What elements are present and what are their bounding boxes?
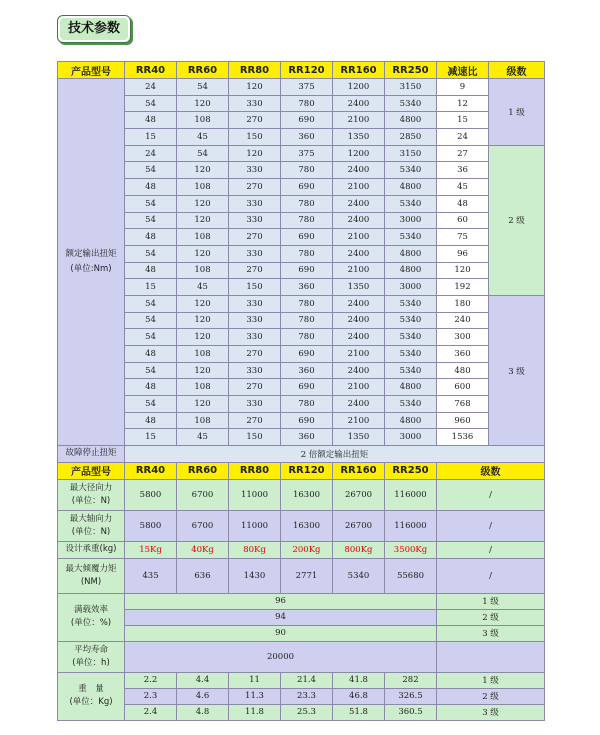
torque-cell: 330 xyxy=(229,212,281,229)
spec-value-cell: 55680 xyxy=(385,558,437,593)
efficiency-row xyxy=(58,609,545,625)
ratio-cell: 1536 xyxy=(437,429,489,446)
ratio-cell: 9 xyxy=(437,79,489,96)
torque-cell: 5340 xyxy=(385,312,437,329)
row-label-line: 重 量 xyxy=(78,684,104,695)
ratio-cell: 75 xyxy=(437,229,489,246)
torque-cell: 48 xyxy=(125,179,177,196)
torque-cell: 330 xyxy=(229,245,281,262)
header-cell: RR120 xyxy=(281,462,333,479)
torque-cell: 690 xyxy=(281,346,333,363)
torque-cell: 330 xyxy=(229,195,281,212)
technical-parameters-table xyxy=(57,61,545,721)
torque-cell: 54 xyxy=(125,245,177,262)
weight-value: 51.8 xyxy=(333,704,385,720)
torque-cell: 780 xyxy=(281,295,333,312)
torque-cell: 3000 xyxy=(385,279,437,296)
radial-force-row-label xyxy=(58,479,125,510)
radial-force-row xyxy=(58,479,545,510)
ratio-cell: 360 xyxy=(437,346,489,363)
torque-cell: 4800 xyxy=(385,379,437,396)
weight-value: 2.4 xyxy=(125,704,177,720)
torque-cell: 330 xyxy=(229,312,281,329)
torque-cell: 2100 xyxy=(333,412,385,429)
ratio-cell: 300 xyxy=(437,329,489,346)
torque-cell: 270 xyxy=(229,229,281,246)
torque-cell: 270 xyxy=(229,346,281,363)
weight-value: 11.3 xyxy=(229,688,281,704)
torque-cell: 24 xyxy=(125,145,177,162)
torque-row xyxy=(58,179,545,196)
torque-cell: 120 xyxy=(177,329,229,346)
spec-value-cell: 116000 xyxy=(385,510,437,541)
torque-row xyxy=(58,245,545,262)
spec-value-cell: 26700 xyxy=(333,479,385,510)
torque-cell: 3150 xyxy=(385,79,437,96)
ratio-cell: 480 xyxy=(437,362,489,379)
ratio-cell: 600 xyxy=(437,379,489,396)
row-label-unit: (单位：Kg) xyxy=(69,697,113,708)
fault-torque-row xyxy=(58,446,545,463)
torque-cell: 270 xyxy=(229,262,281,279)
torque-cell: 108 xyxy=(177,412,229,429)
average-life-stage xyxy=(437,641,545,672)
torque-row xyxy=(58,412,545,429)
torque-cell: 690 xyxy=(281,262,333,279)
torque-cell: 45 xyxy=(177,129,229,146)
header-cell: RR80 xyxy=(229,462,281,479)
torque-cell: 1350 xyxy=(333,129,385,146)
weight-stage: 1 级 xyxy=(437,672,545,688)
weight-value: 4.8 xyxy=(177,704,229,720)
spec-value-cell: 11000 xyxy=(229,510,281,541)
torque-cell: 4800 xyxy=(385,262,437,279)
torque-cell: 5340 xyxy=(385,346,437,363)
efficiency-row xyxy=(58,593,545,609)
header-cell: RR160 xyxy=(333,62,385,79)
ratio-cell: 36 xyxy=(437,162,489,179)
torque-cell: 2400 xyxy=(333,329,385,346)
torque-cell: 54 xyxy=(125,212,177,229)
torque-cell: 270 xyxy=(229,379,281,396)
row-label-unit: (NM) xyxy=(80,576,102,587)
torque-row xyxy=(58,329,545,346)
torque-row xyxy=(58,229,545,246)
spec-value-cell: / xyxy=(437,558,545,593)
spec-value-cell: 116000 xyxy=(385,479,437,510)
spec-value-cell: / xyxy=(437,541,545,558)
torque-cell: 54 xyxy=(125,195,177,212)
header-cell: RR40 xyxy=(125,62,177,79)
torque-cell: 270 xyxy=(229,112,281,129)
weight-stage: 2 级 xyxy=(437,688,545,704)
tilt-moment-row xyxy=(58,558,545,593)
torque-cell: 780 xyxy=(281,212,333,229)
torque-cell: 1200 xyxy=(333,79,385,96)
header-cell: RR40 xyxy=(125,462,177,479)
torque-cell: 54 xyxy=(177,79,229,96)
spec-value-cell: 5340 xyxy=(333,558,385,593)
torque-cell: 5340 xyxy=(385,396,437,413)
ratio-cell: 120 xyxy=(437,262,489,279)
torque-cell: 780 xyxy=(281,396,333,413)
torque-cell: 120 xyxy=(229,79,281,96)
torque-row xyxy=(58,279,545,296)
torque-cell: 330 xyxy=(229,95,281,112)
header-cell: 级数 xyxy=(437,462,545,479)
torque-cell: 108 xyxy=(177,262,229,279)
torque-cell: 780 xyxy=(281,95,333,112)
weight-value: 4.6 xyxy=(177,688,229,704)
torque-cell: 2400 xyxy=(333,312,385,329)
weight-value: 11.8 xyxy=(229,704,281,720)
header-cell: 减速比 xyxy=(437,62,489,79)
header-cell: 级数 xyxy=(489,62,545,79)
torque-cell: 690 xyxy=(281,179,333,196)
spec-value-cell: / xyxy=(437,479,545,510)
torque-cell: 2400 xyxy=(333,95,385,112)
spec-value-cell: 80Kg xyxy=(229,541,281,558)
torque-cell: 48 xyxy=(125,412,177,429)
axial-force-row xyxy=(58,510,545,541)
row-label-line: 最大轴向力 xyxy=(69,513,113,524)
torque-cell: 150 xyxy=(229,279,281,296)
torque-cell: 120 xyxy=(229,145,281,162)
torque-cell: 690 xyxy=(281,379,333,396)
torque-cell: 120 xyxy=(177,312,229,329)
ratio-cell: 24 xyxy=(437,129,489,146)
torque-row xyxy=(58,312,545,329)
section-title: 技术参数 xyxy=(60,18,128,40)
torque-cell: 5340 xyxy=(385,95,437,112)
row-label-unit: (单位：N) xyxy=(71,495,111,506)
torque-cell: 2400 xyxy=(333,162,385,179)
torque-cell: 3000 xyxy=(385,212,437,229)
spec-header-row xyxy=(58,462,545,479)
torque-cell: 2850 xyxy=(385,129,437,146)
torque-cell: 4800 xyxy=(385,412,437,429)
weight-label xyxy=(58,672,125,720)
spec-value-cell: 11000 xyxy=(229,479,281,510)
spec-value-cell: 16300 xyxy=(281,479,333,510)
spec-value-cell: 435 xyxy=(125,558,177,593)
torque-header-row xyxy=(58,62,545,79)
efficiency-stage: 3 级 xyxy=(437,625,545,641)
torque-row xyxy=(58,195,545,212)
torque-cell: 54 xyxy=(125,162,177,179)
spec-value-cell: / xyxy=(437,510,545,541)
torque-cell: 4800 xyxy=(385,179,437,196)
torque-cell: 108 xyxy=(177,179,229,196)
torque-cell: 2400 xyxy=(333,362,385,379)
torque-cell: 120 xyxy=(177,212,229,229)
torque-row xyxy=(58,262,545,279)
weight-value: 326.5 xyxy=(385,688,437,704)
torque-cell: 1350 xyxy=(333,429,385,446)
header-cell: RR250 xyxy=(385,462,437,479)
ratio-cell: 27 xyxy=(437,145,489,162)
spec-value-cell: 16300 xyxy=(281,510,333,541)
row-label-line: 最大倾覆力矩 xyxy=(65,563,117,574)
spec-value-cell: 200Kg xyxy=(281,541,333,558)
torque-cell: 270 xyxy=(229,179,281,196)
weight-value: 25.3 xyxy=(281,704,333,720)
torque-row xyxy=(58,295,545,312)
torque-cell: 5340 xyxy=(385,329,437,346)
rated-torque-label xyxy=(58,79,125,446)
spec-value-cell: 6700 xyxy=(177,510,229,541)
torque-cell: 330 xyxy=(229,329,281,346)
weight-row xyxy=(58,704,545,720)
torque-cell: 2400 xyxy=(333,245,385,262)
tilt-moment-row-label xyxy=(58,558,125,593)
efficiency-stage: 2 级 xyxy=(437,609,545,625)
torque-cell: 4800 xyxy=(385,112,437,129)
torque-row xyxy=(58,396,545,413)
ratio-cell: 768 xyxy=(437,396,489,413)
row-label-unit: (单位：N) xyxy=(71,526,111,537)
torque-cell: 45 xyxy=(177,429,229,446)
torque-cell: 54 xyxy=(125,396,177,413)
torque-cell: 270 xyxy=(229,412,281,429)
row-label-unit: (单位：h) xyxy=(72,657,110,668)
efficiency-row xyxy=(58,625,545,641)
efficiency-value: 94 xyxy=(125,609,437,625)
torque-cell: 690 xyxy=(281,229,333,246)
torque-cell: 690 xyxy=(281,412,333,429)
row-label-line: 最大径向力 xyxy=(69,482,113,493)
spec-value-cell: 2771 xyxy=(281,558,333,593)
torque-cell: 780 xyxy=(281,195,333,212)
average-life-row xyxy=(58,641,545,672)
torque-cell: 2100 xyxy=(333,112,385,129)
torque-cell: 54 xyxy=(125,312,177,329)
header-cell: RR60 xyxy=(177,462,229,479)
ratio-cell: 60 xyxy=(437,212,489,229)
row-label-line: 平均寿命 xyxy=(73,644,108,655)
torque-cell: 5340 xyxy=(385,162,437,179)
weight-value: 23.3 xyxy=(281,688,333,704)
weight-value: 11 xyxy=(229,672,281,688)
torque-cell: 330 xyxy=(229,396,281,413)
weight-stage: 3 级 xyxy=(437,704,545,720)
header-cell: RR120 xyxy=(281,62,333,79)
torque-cell: 3150 xyxy=(385,145,437,162)
spec-value-cell: 5800 xyxy=(125,510,177,541)
torque-cell: 108 xyxy=(177,229,229,246)
torque-cell: 150 xyxy=(229,429,281,446)
ratio-cell: 45 xyxy=(437,179,489,196)
torque-cell: 54 xyxy=(177,145,229,162)
spec-value-cell: 40Kg xyxy=(177,541,229,558)
torque-row xyxy=(58,379,545,396)
spec-value-cell: 636 xyxy=(177,558,229,593)
row-label-line: 满载效率 xyxy=(73,605,108,616)
torque-cell: 2400 xyxy=(333,396,385,413)
torque-cell: 120 xyxy=(177,295,229,312)
header-cell: RR80 xyxy=(229,62,281,79)
torque-cell: 3000 xyxy=(385,429,437,446)
torque-row xyxy=(58,346,545,363)
torque-cell: 2100 xyxy=(333,379,385,396)
torque-row xyxy=(58,362,545,379)
torque-cell: 360 xyxy=(281,279,333,296)
header-cell: RR250 xyxy=(385,62,437,79)
torque-cell: 1350 xyxy=(333,279,385,296)
ratio-cell: 15 xyxy=(437,112,489,129)
torque-cell: 330 xyxy=(229,295,281,312)
spec-value-cell: 3500Kg xyxy=(385,541,437,558)
torque-cell: 2100 xyxy=(333,179,385,196)
torque-cell: 108 xyxy=(177,112,229,129)
spec-value-cell: 15Kg xyxy=(125,541,177,558)
fault-torque-value: 2 倍额定输出扭矩 xyxy=(125,446,545,463)
spec-value-cell: 1430 xyxy=(229,558,281,593)
torque-cell: 780 xyxy=(281,312,333,329)
torque-cell: 375 xyxy=(281,145,333,162)
torque-cell: 360 xyxy=(281,429,333,446)
torque-cell: 48 xyxy=(125,346,177,363)
torque-cell: 54 xyxy=(125,329,177,346)
ratio-cell: 180 xyxy=(437,295,489,312)
torque-cell: 54 xyxy=(125,95,177,112)
ratio-cell: 96 xyxy=(437,245,489,262)
torque-cell: 108 xyxy=(177,379,229,396)
torque-cell: 330 xyxy=(229,362,281,379)
row-label-unit: (单位:Nm) xyxy=(70,264,112,275)
torque-cell: 5340 xyxy=(385,362,437,379)
fault-torque-label: 故障停止扭矩 xyxy=(58,446,125,463)
torque-row xyxy=(58,212,545,229)
spec-value-cell: 6700 xyxy=(177,479,229,510)
efficiency-label xyxy=(58,593,125,641)
torque-row xyxy=(58,95,545,112)
torque-cell: 780 xyxy=(281,329,333,346)
spec-value-cell: 800Kg xyxy=(333,541,385,558)
torque-cell: 120 xyxy=(177,95,229,112)
weight-value: 4.4 xyxy=(177,672,229,688)
torque-cell: 780 xyxy=(281,162,333,179)
torque-cell: 5340 xyxy=(385,229,437,246)
torque-cell: 2100 xyxy=(333,229,385,246)
torque-row xyxy=(58,145,545,162)
weight-value: 2.2 xyxy=(125,672,177,688)
weight-value: 41.8 xyxy=(333,672,385,688)
torque-cell: 15 xyxy=(125,129,177,146)
design-load-row xyxy=(58,541,545,558)
torque-cell: 2400 xyxy=(333,195,385,212)
stage-cell: 2 级 xyxy=(489,145,545,295)
torque-cell: 120 xyxy=(177,195,229,212)
row-label-unit: (单位：%) xyxy=(70,618,112,629)
torque-row xyxy=(58,429,545,446)
torque-cell: 120 xyxy=(177,396,229,413)
efficiency-value: 90 xyxy=(125,625,437,641)
axial-force-row-label xyxy=(58,510,125,541)
weight-value: 46.8 xyxy=(333,688,385,704)
torque-cell: 150 xyxy=(229,129,281,146)
spec-value-cell: 5800 xyxy=(125,479,177,510)
torque-cell: 15 xyxy=(125,429,177,446)
torque-cell: 54 xyxy=(125,362,177,379)
torque-cell: 360 xyxy=(281,362,333,379)
torque-cell: 48 xyxy=(125,229,177,246)
header-cell: RR160 xyxy=(333,462,385,479)
torque-row xyxy=(58,112,545,129)
row-label-line: 额定输出扭矩 xyxy=(65,249,117,260)
design-load-row-label: 设计承重(kg) xyxy=(58,541,125,558)
torque-cell: 45 xyxy=(177,279,229,296)
torque-cell: 120 xyxy=(177,162,229,179)
torque-cell: 360 xyxy=(281,129,333,146)
torque-cell: 1200 xyxy=(333,145,385,162)
torque-row xyxy=(58,162,545,179)
torque-cell: 54 xyxy=(125,295,177,312)
torque-cell: 2400 xyxy=(333,212,385,229)
weight-value: 282 xyxy=(385,672,437,688)
weight-value: 21.4 xyxy=(281,672,333,688)
ratio-cell: 48 xyxy=(437,195,489,212)
torque-cell: 24 xyxy=(125,79,177,96)
torque-cell: 48 xyxy=(125,379,177,396)
torque-row xyxy=(58,79,545,96)
torque-cell: 690 xyxy=(281,112,333,129)
torque-cell: 5340 xyxy=(385,295,437,312)
header-cell: 产品型号 xyxy=(58,462,125,479)
ratio-cell: 240 xyxy=(437,312,489,329)
torque-cell: 4800 xyxy=(385,245,437,262)
average-life-label xyxy=(58,641,125,672)
torque-cell: 120 xyxy=(177,362,229,379)
torque-cell: 108 xyxy=(177,346,229,363)
torque-cell: 2100 xyxy=(333,262,385,279)
efficiency-value: 96 xyxy=(125,593,437,609)
torque-cell: 2400 xyxy=(333,295,385,312)
spec-value-cell: 26700 xyxy=(333,510,385,541)
section-title-box xyxy=(57,15,131,43)
torque-cell: 48 xyxy=(125,262,177,279)
ratio-cell: 12 xyxy=(437,95,489,112)
torque-cell: 2100 xyxy=(333,346,385,363)
ratio-cell: 960 xyxy=(437,412,489,429)
efficiency-stage: 1 级 xyxy=(437,593,545,609)
weight-row xyxy=(58,688,545,704)
ratio-cell: 192 xyxy=(437,279,489,296)
weight-row xyxy=(58,672,545,688)
torque-cell: 48 xyxy=(125,112,177,129)
average-life-value: 20000 xyxy=(125,641,437,672)
torque-cell: 375 xyxy=(281,79,333,96)
torque-cell: 120 xyxy=(177,245,229,262)
stage-cell: 1 级 xyxy=(489,79,545,146)
weight-value: 360.5 xyxy=(385,704,437,720)
torque-cell: 5340 xyxy=(385,195,437,212)
weight-value: 2.3 xyxy=(125,688,177,704)
torque-cell: 15 xyxy=(125,279,177,296)
header-cell: 产品型号 xyxy=(58,62,125,79)
torque-row xyxy=(58,129,545,146)
stage-cell: 3 级 xyxy=(489,295,545,445)
torque-cell: 780 xyxy=(281,245,333,262)
torque-cell: 330 xyxy=(229,162,281,179)
header-cell: RR60 xyxy=(177,62,229,79)
